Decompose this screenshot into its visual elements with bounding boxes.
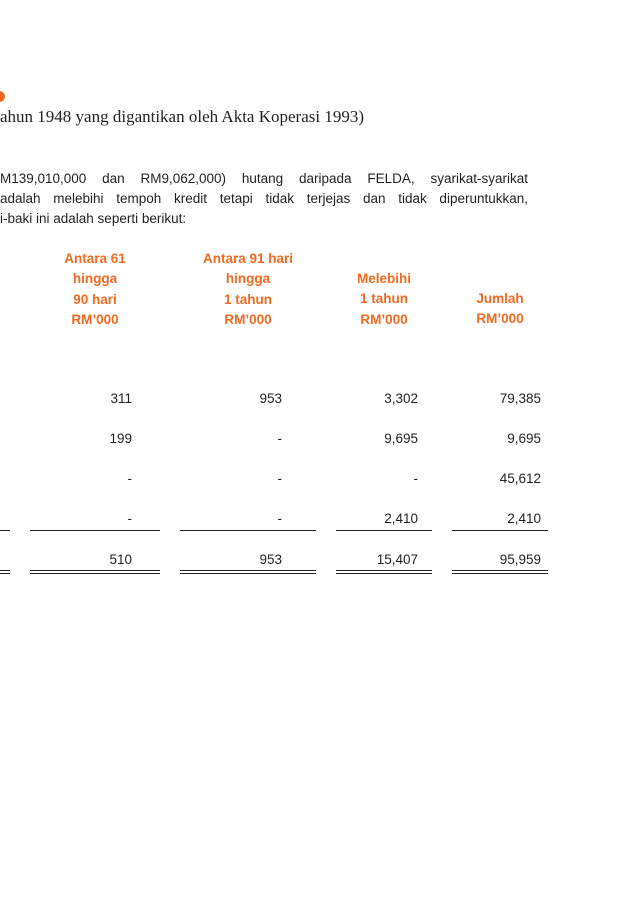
total-double-rule-top [336,570,432,571]
paragraph-line-2: adalah melebihi tempoh kredit tetapi tidak terjejas dan tidak diperuntukkan, [0,191,528,206]
header-line: Antara 91 hari [202,251,294,266]
header-line: RM’000 [71,311,119,327]
table-cell: 953 [259,391,282,406]
table-cell: 9,695 [384,431,418,446]
table-cell: - [277,511,282,526]
table-cell: - [127,471,132,486]
table-cell: - [277,431,282,446]
total-cell: 15,407 [376,552,418,567]
header-line: hingga [72,271,118,287]
paragraph-line-3: i-baki ini adalah seperti berikut: [0,211,187,226]
header-line: RM’000 [476,311,524,327]
total-double-rule-bottom [452,573,548,574]
table-cell: 2,410 [507,511,541,526]
column-header-over-1-year [334,269,434,330]
header-line: Melebihi [356,271,411,286]
total-double-rule-top [452,570,548,571]
table-cell: 9,695 [507,431,541,446]
header-line: RM’000 [224,311,272,327]
header-line: Jumlah [476,291,524,306]
table-cell: 199 [109,431,132,446]
column-header-61-90-days [40,249,150,330]
total-double-rule-bottom [30,573,160,574]
total-cell: 953 [259,552,282,567]
header-line: hingga [225,271,271,287]
table-cell: 3,302 [384,391,418,406]
total-double-rule-bottom [180,573,316,574]
total-double-rule-top [180,570,316,571]
paragraph-line-1: M139,010,000 dan RM9,062,000) hutang daripada FELDA, syarikat-syarikat [0,171,528,186]
total-double-rule-top [30,570,160,571]
subtotal-rule [30,530,160,531]
subtotal-rule [0,530,10,531]
header-line: 1 tahun [223,291,272,307]
total-cell: 510 [109,552,132,567]
table-cell: 311 [110,391,132,406]
section-subtitle: ahun 1948 yang digantikan oleh Akta Koperasi 1993) [0,107,365,126]
table-cell: 79,385 [499,391,541,406]
table-cell: 45,612 [499,471,541,486]
total-double-rule-bottom [336,573,432,574]
column-header-91-days-1-year [188,249,308,330]
header-line: 90 hari [73,291,117,307]
column-header-total [450,289,550,330]
header-line: RM’000 [360,311,408,327]
table-cell: - [127,511,132,526]
table-cell: - [413,471,418,486]
header-line: 1 tahun [359,291,408,307]
table-cell: 2,410 [384,511,418,526]
total-cell: 95,959 [499,552,541,567]
total-double-rule-top [0,570,10,571]
total-double-rule-bottom [0,573,10,574]
table-cell: - [277,471,282,486]
subtotal-rule [452,530,548,531]
subtotal-rule [180,530,316,531]
subtotal-rule [336,530,432,531]
header-line: Antara 61 [64,251,126,266]
orange-bullet [0,91,5,102]
